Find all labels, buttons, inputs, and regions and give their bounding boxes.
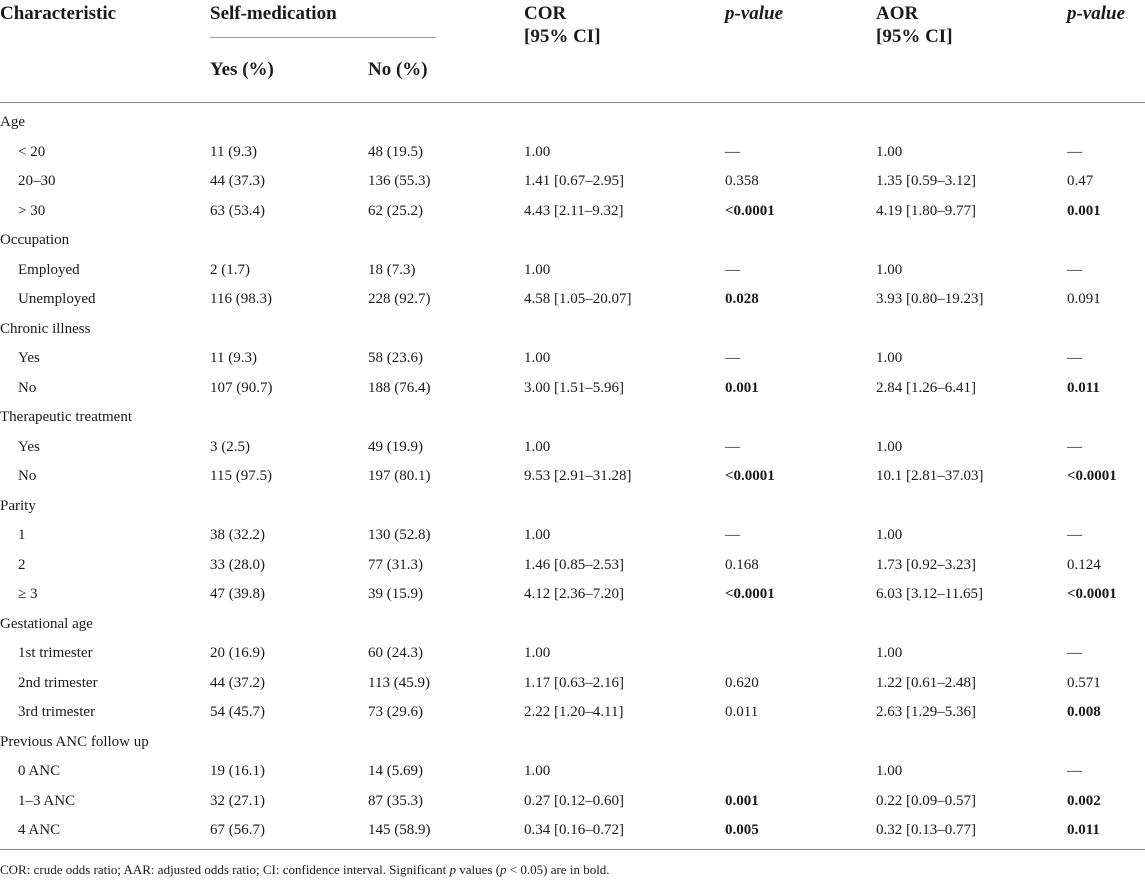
- aor-p-value-cell: —: [1067, 645, 1082, 661]
- cor-cell: 1.00: [524, 438, 551, 455]
- cor-cell: 2.22 [1.20–4.11]: [524, 704, 624, 720]
- row-label: Employed: [18, 261, 80, 278]
- no-cell: 77 (31.3): [368, 556, 423, 573]
- cor-cell: 0.27 [0.12–0.60]: [524, 792, 624, 809]
- self-medication-underline: [210, 37, 436, 38]
- cor-p-value-cell: —: [725, 350, 740, 366]
- row-label: 0 ANC: [18, 763, 61, 779]
- category-row: [0, 492, 1145, 522]
- cor-p-value-cell: 0.358: [725, 173, 759, 189]
- no-cell: 145 (58.9): [368, 822, 431, 838]
- yes-cell: 54 (45.7): [210, 704, 265, 720]
- aor-cell: 1.00: [876, 438, 903, 455]
- table-row: [0, 669, 1145, 699]
- aor-cell: 1.73 [0.92–3.23]: [876, 556, 976, 573]
- aor-cell: 10.1 [2.81–37.03]: [876, 468, 984, 484]
- cor-cell: 1.00: [524, 261, 551, 278]
- table-row: [0, 197, 1145, 227]
- aor-p-value-cell: 0.002: [1067, 792, 1101, 809]
- row-label: 20–30: [18, 173, 56, 189]
- row-label: No: [18, 379, 37, 396]
- table-row: [0, 757, 1145, 787]
- cor-p-value-cell: 0.028: [725, 291, 759, 307]
- yes-cell: 67 (56.7): [210, 822, 265, 838]
- no-cell: 197 (80.1): [368, 468, 431, 484]
- yes-cell: 47 (39.8): [210, 586, 265, 602]
- category-label: Age: [0, 114, 25, 130]
- category-label: Parity: [0, 497, 36, 514]
- cor-p-value-cell: 0.011: [725, 704, 759, 720]
- aor-p-value-cell: <0.0001: [1067, 586, 1117, 602]
- aor-cell: 2.63 [1.29–5.36]: [876, 704, 976, 720]
- aor-p-value-cell: 0.47: [1067, 173, 1094, 189]
- row-label: 2: [18, 556, 26, 573]
- cor-cell: 1.00: [524, 527, 551, 543]
- row-label: Yes: [18, 438, 40, 455]
- yes-cell: 63 (53.4): [210, 202, 265, 219]
- category-label: Gestational age: [0, 615, 93, 632]
- yes-cell: 11 (9.3): [210, 350, 257, 366]
- aor-cell: 0.32 [0.13–0.77]: [876, 822, 976, 838]
- aor-p-value-cell: 0.091: [1067, 291, 1101, 307]
- aor-cell: 6.03 [3.12–11.65]: [876, 586, 983, 602]
- table-row: [0, 374, 1145, 404]
- yes-cell: 38 (32.2): [210, 527, 265, 543]
- row-label: 1–3 ANC: [18, 792, 76, 809]
- row-label: 1st trimester: [18, 645, 93, 661]
- cor-cell: 1.00: [524, 645, 551, 661]
- aor-p-value-cell: —: [1067, 261, 1082, 278]
- table-footnote: [0, 862, 1145, 878]
- cor-cell: 3.00 [1.51–5.96]: [524, 379, 624, 396]
- aor-p-value-cell: —: [1067, 143, 1082, 160]
- table-row: [0, 167, 1145, 197]
- no-cell: 136 (55.3): [368, 173, 431, 189]
- aor-p-value-cell: <0.0001: [1067, 468, 1117, 484]
- cor-p-value-cell: 0.001: [725, 792, 759, 809]
- category-label: Occupation: [0, 232, 70, 248]
- yes-cell: 116 (98.3): [210, 291, 272, 307]
- aor-cell: 1.00: [876, 350, 903, 366]
- category-row: [0, 315, 1145, 345]
- no-cell: 113 (45.9): [368, 674, 430, 691]
- yes-cell: 11 (9.3): [210, 143, 257, 160]
- aor-p-value-cell: 0.124: [1067, 556, 1101, 573]
- aor-p-value-cell: 0.571: [1067, 674, 1101, 691]
- aor-p-value-cell: 0.011: [1067, 822, 1100, 838]
- aor-cell: 1.00: [876, 527, 903, 543]
- row-label: < 20: [18, 143, 46, 160]
- cor-cell: 4.58 [1.05–20.07]: [524, 291, 632, 307]
- category-label: Previous ANC follow up: [0, 733, 149, 750]
- header-aor: AOR: [876, 3, 919, 24]
- footnote-text-2: values (: [456, 862, 501, 877]
- header-rule: [0, 102, 1145, 103]
- cor-p-value-cell: —: [725, 143, 740, 160]
- row-label: ≥ 3: [18, 586, 38, 602]
- cor-cell: 4.12 [2.36–7.20]: [524, 586, 624, 602]
- aor-p-value-cell: —: [1067, 350, 1082, 366]
- cor-p-value-cell: 0.620: [725, 674, 759, 691]
- header-cor: COR: [524, 3, 567, 24]
- no-cell: 73 (29.6): [368, 704, 423, 720]
- aor-p-value-cell: —: [1067, 527, 1082, 543]
- aor-cell: 4.19 [1.80–9.77]: [876, 202, 976, 219]
- cor-p-value-cell: 0.001: [725, 379, 759, 396]
- yes-cell: 19 (16.1): [210, 763, 265, 779]
- aor-p-value-cell: —: [1067, 763, 1082, 779]
- footnote-text-1: COR: crude odds ratio; AAR: adjusted odds ratio; CI: confidence interval. Significant: [0, 862, 450, 877]
- cor-cell: 9.53 [2.91–31.28]: [524, 468, 632, 484]
- table-row: [0, 344, 1145, 374]
- table-row: [0, 256, 1145, 286]
- yes-cell: 2 (1.7): [210, 261, 250, 278]
- row-label: Unemployed: [18, 291, 96, 307]
- aor-p-value-cell: 0.001: [1067, 202, 1101, 219]
- table-row: [0, 462, 1145, 492]
- cor-cell: 4.43 [2.11–9.32]: [524, 202, 624, 219]
- category-row: [0, 728, 1145, 758]
- table-row: [0, 787, 1145, 817]
- aor-cell: 1.35 [0.59–3.12]: [876, 173, 976, 189]
- no-cell: 188 (76.4): [368, 379, 431, 396]
- table-body: [0, 108, 1145, 846]
- row-label: 4 ANC: [18, 822, 61, 838]
- header-p-value-2: p-value: [1067, 3, 1126, 24]
- row-label: 2nd trimester: [18, 674, 98, 691]
- header-no: No (%): [368, 59, 428, 80]
- aor-cell: 1.00: [876, 645, 903, 661]
- aor-cell: 1.22 [0.61–2.48]: [876, 674, 976, 691]
- category-row: [0, 108, 1145, 138]
- no-cell: 228 (92.7): [368, 291, 431, 307]
- table-row: [0, 433, 1145, 463]
- cor-p-value-cell: <0.0001: [725, 586, 775, 602]
- yes-cell: 44 (37.2): [210, 674, 265, 691]
- no-cell: 39 (15.9): [368, 586, 423, 602]
- no-cell: 18 (7.3): [368, 261, 416, 278]
- no-cell: 48 (19.5): [368, 143, 423, 160]
- cor-p-value-cell: <0.0001: [725, 468, 775, 484]
- aor-p-value-cell: 0.011: [1067, 379, 1100, 396]
- no-cell: 60 (24.3): [368, 645, 423, 661]
- yes-cell: 107 (90.7): [210, 379, 273, 396]
- cor-cell: 1.41 [0.67–2.95]: [524, 173, 624, 189]
- footnote-p-1: p: [449, 862, 456, 877]
- aor-cell: 0.22 [0.09–0.57]: [876, 792, 976, 809]
- row-label: > 30: [18, 202, 46, 219]
- no-cell: 87 (35.3): [368, 792, 423, 809]
- no-cell: 62 (25.2): [368, 202, 423, 219]
- bottom-rule: [0, 849, 1145, 850]
- aor-cell: 1.00: [876, 261, 903, 278]
- table-row: [0, 138, 1145, 168]
- cor-p-value-cell: —: [725, 527, 740, 543]
- aor-cell: 2.84 [1.26–6.41]: [876, 379, 976, 396]
- category-label: Chronic illness: [0, 320, 91, 337]
- table-header: [0, 0, 1145, 104]
- aor-p-value-cell: —: [1067, 438, 1082, 455]
- cor-cell: 1.17 [0.63–2.16]: [524, 674, 624, 691]
- cor-p-value-cell: <0.0001: [725, 202, 775, 219]
- table-row: [0, 580, 1145, 610]
- cor-cell: 1.00: [524, 763, 551, 779]
- category-label: Therapeutic treatment: [0, 409, 133, 425]
- row-label: 3rd trimester: [18, 704, 96, 720]
- category-row: [0, 403, 1145, 433]
- cor-cell: 1.00: [524, 143, 551, 160]
- yes-cell: 3 (2.5): [210, 438, 250, 455]
- footnote-p-2: p: [500, 862, 507, 877]
- cor-cell: 1.46 [0.85–2.53]: [524, 556, 624, 573]
- aor-cell: 3.93 [0.80–19.23]: [876, 291, 984, 307]
- no-cell: 49 (19.9): [368, 438, 423, 455]
- yes-cell: 33 (28.0): [210, 556, 265, 573]
- no-cell: 130 (52.8): [368, 527, 431, 543]
- aor-cell: 1.00: [876, 143, 903, 160]
- cor-p-value-cell: —: [725, 438, 740, 455]
- table-row: [0, 285, 1145, 315]
- table-row: [0, 521, 1145, 551]
- cor-p-value-cell: —: [725, 261, 740, 278]
- table-row: [0, 698, 1145, 728]
- table-row: [0, 551, 1145, 581]
- row-label: No: [18, 468, 37, 484]
- yes-cell: 32 (27.1): [210, 792, 265, 809]
- header-cor-ci: [95% CI]: [524, 26, 601, 47]
- header-characteristic: Characteristic: [0, 3, 117, 24]
- cor-p-value-cell: 0.005: [725, 822, 759, 838]
- aor-cell: 1.00: [876, 763, 903, 779]
- cor-cell: 1.00: [524, 350, 551, 366]
- table-row: [0, 816, 1145, 846]
- yes-cell: 20 (16.9): [210, 645, 265, 661]
- footnote-text-3: < 0.05) are in bold.: [506, 862, 610, 877]
- yes-cell: 115 (97.5): [210, 468, 272, 484]
- category-row: [0, 226, 1145, 256]
- aor-p-value-cell: 0.008: [1067, 704, 1101, 720]
- row-label: 1: [18, 527, 26, 543]
- no-cell: 14 (5.69): [368, 763, 423, 779]
- header-yes: Yes (%): [210, 59, 274, 80]
- category-row: [0, 610, 1145, 640]
- header-self-medication: Self-medication: [210, 3, 337, 24]
- table-row: [0, 639, 1145, 669]
- row-label: Yes: [18, 350, 40, 366]
- header-aor-ci: [95% CI]: [876, 26, 953, 47]
- no-cell: 58 (23.6): [368, 350, 423, 366]
- header-p-value-1: p-value: [725, 3, 784, 24]
- cor-cell: 0.34 [0.16–0.72]: [524, 822, 624, 838]
- yes-cell: 44 (37.3): [210, 173, 265, 189]
- cor-p-value-cell: 0.168: [725, 556, 759, 573]
